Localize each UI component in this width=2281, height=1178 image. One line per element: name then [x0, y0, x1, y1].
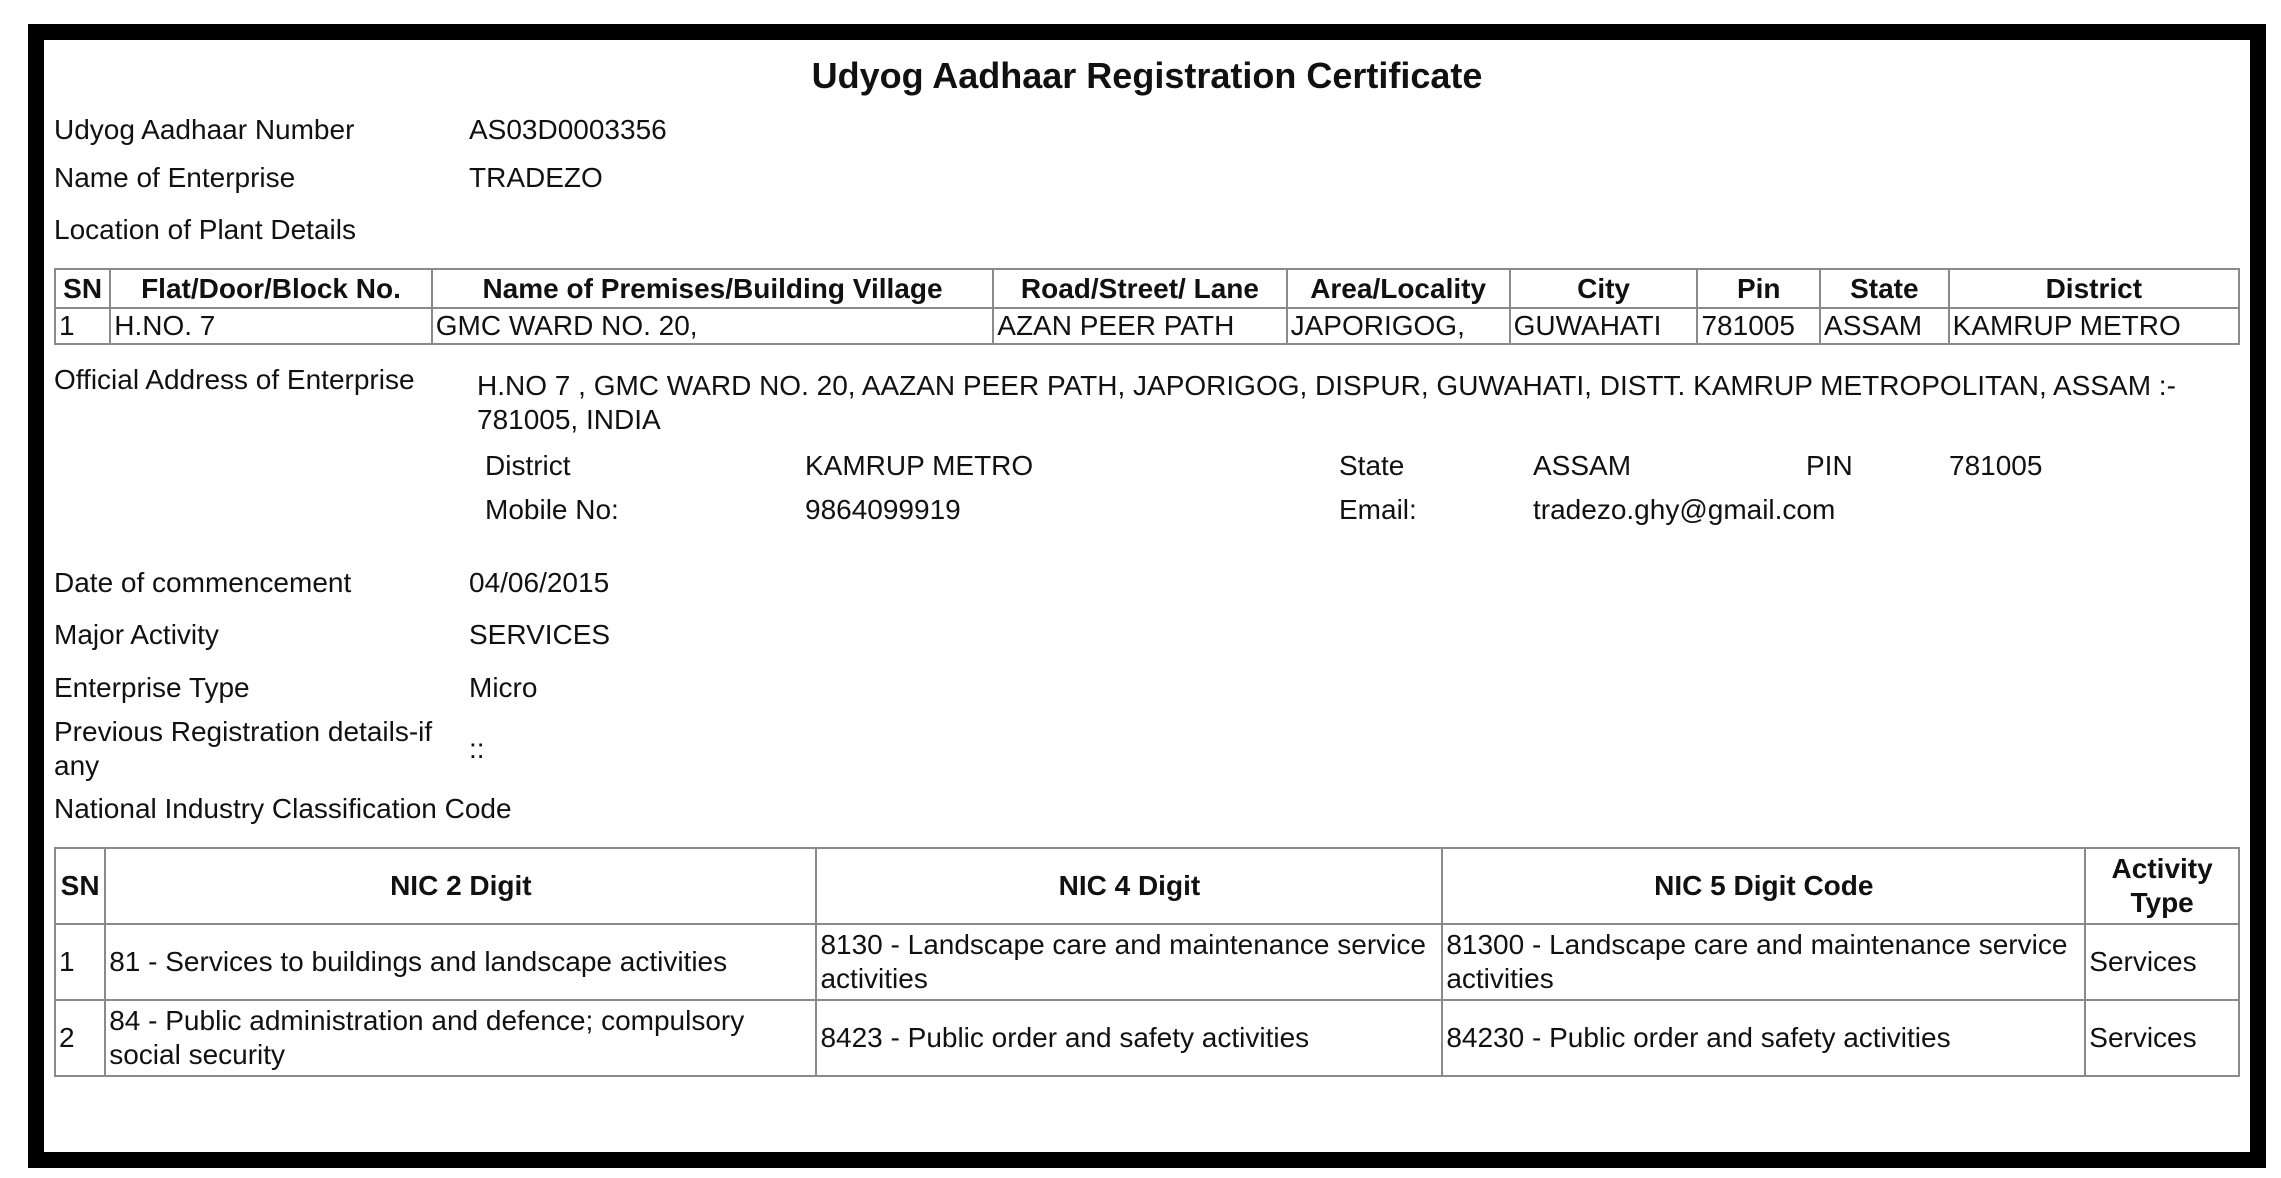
plant-header-district: District: [1949, 269, 2239, 308]
nic-cell-2digit: 84 - Public administration and defence; compulsory social security: [105, 1000, 816, 1076]
enterprise-name-row: [54, 152, 2240, 204]
plant-cell-pin: 781005: [1697, 308, 1820, 344]
plant-cell-sn: 1: [55, 308, 110, 344]
plant-header-state: State: [1820, 269, 1949, 308]
mobile-value: 9864099919: [805, 494, 961, 525]
nic-header-5digit: NIC 5 Digit Code: [1442, 848, 2085, 924]
plant-header-road: Road/Street/ Lane: [993, 269, 1286, 308]
certificate-frame: [28, 24, 2266, 1168]
enterprise-type-row: [54, 661, 2240, 715]
state-label: State: [1339, 450, 1405, 481]
plant-cell-premises: GMC WARD NO. 20,: [432, 308, 994, 344]
enterprise-type-value: Micro: [469, 672, 538, 703]
enterprise-name-label: Name of Enterprise: [54, 162, 296, 193]
plant-header-pin: Pin: [1697, 269, 1820, 308]
nic-table: [54, 847, 2240, 1077]
official-address-text: H.NO 7 , GMC WARD NO. 20, AAZAN PEER PATH, JAPORIGOG, DISPUR, GUWAHATI, DISTT. KAMRUP METROPOLITAN, ASSAM :- 781005, INDIA: [477, 370, 2176, 435]
plant-cell-road: AZAN PEER PATH: [993, 308, 1286, 344]
plant-header-premises: Name of Premises/Building Village: [432, 269, 994, 308]
plant-table-header-row: [55, 269, 2239, 308]
plant-cell-district: KAMRUP METRO: [1949, 308, 2239, 344]
nic-header-2digit: NIC 2 Digit: [105, 848, 816, 924]
nic-cell-2digit: 81 - Services to buildings and landscape activities: [105, 924, 816, 1000]
official-address-details: [477, 449, 2240, 527]
nic-header-4digit: NIC 4 Digit: [816, 848, 1442, 924]
mobile-label: Mobile No:: [485, 494, 619, 525]
pin-label: PIN: [1806, 450, 1853, 481]
nic-header-activity-type: Activity Type: [2085, 848, 2239, 924]
plant-cell-city: GUWAHATI: [1510, 308, 1698, 344]
district-value: KAMRUP METRO: [805, 450, 1034, 481]
nic-cell-5digit: 84230 - Public order and safety activities: [1442, 1000, 2085, 1076]
previous-registration-row: [54, 715, 2240, 783]
plant-location-heading-row: [54, 204, 2240, 256]
udyog-aadhaar-number-label: Udyog Aadhaar Number: [54, 114, 355, 145]
email-value: tradezo.ghy@gmail.com: [1533, 494, 1836, 525]
table-row: [55, 1000, 2239, 1076]
pin-value: 781005: [1949, 450, 2043, 481]
plant-location-table: [54, 268, 2240, 345]
nic-cell-sn: 1: [55, 924, 105, 1000]
table-row: [55, 308, 2239, 344]
enterprise-type-label: Enterprise Type: [54, 672, 250, 703]
official-address-section: [54, 363, 2240, 527]
certificate-body: [44, 40, 2250, 1152]
major-activity-value: SERVICES: [469, 619, 611, 650]
district-label: District: [485, 450, 571, 481]
plant-header-area: Area/Locality: [1287, 269, 1510, 308]
plant-header-city: City: [1510, 269, 1698, 308]
commencement-label: Date of commencement: [54, 567, 352, 598]
major-activity-row: [54, 609, 2240, 661]
plant-location-label: Location of Plant Details: [54, 214, 356, 245]
nic-cell-activity-type: Services: [2085, 924, 2239, 1000]
enterprise-name-value: TRADEZO: [469, 162, 603, 193]
nic-cell-4digit: 8130 - Landscape care and maintenance service activities: [816, 924, 1442, 1000]
nic-cell-activity-type: Services: [2085, 1000, 2239, 1076]
commencement-row: [54, 557, 2240, 609]
official-address-body: [477, 363, 2240, 527]
plant-cell-flat: H.NO. 7: [110, 308, 431, 344]
plant-header-sn: SN: [55, 269, 110, 308]
email-label: Email:: [1339, 494, 1417, 525]
official-address-label: Official Address of Enterprise: [54, 364, 415, 395]
state-value: ASSAM: [1533, 450, 1632, 481]
nic-table-header-row: [55, 848, 2239, 924]
nic-header-sn: SN: [55, 848, 105, 924]
nic-cell-5digit: 81300 - Landscape care and maintenance service activities: [1442, 924, 2085, 1000]
nic-heading-row: [54, 783, 2240, 835]
plant-cell-state: ASSAM: [1820, 308, 1949, 344]
plant-cell-area: JAPORIGOG,: [1287, 308, 1510, 344]
plant-header-flat: Flat/Door/Block No.: [110, 269, 431, 308]
certificate-title: Udyog Aadhaar Registration Certificate: [811, 55, 1483, 96]
nic-cell-sn: 2: [55, 1000, 105, 1076]
previous-registration-label: Previous Registration details-if any: [54, 716, 433, 781]
nic-label: National Industry Classification Code: [54, 793, 512, 824]
nic-cell-4digit: 8423 - Public order and safety activities: [816, 1000, 1442, 1076]
udyog-aadhaar-number-value: AS03D0003356: [469, 114, 667, 145]
commencement-value: 04/06/2015: [469, 567, 610, 598]
previous-registration-value: ::: [469, 733, 485, 764]
major-activity-label: Major Activity: [54, 619, 219, 650]
udyog-aadhaar-number-row: [54, 108, 2240, 152]
table-row: [55, 924, 2239, 1000]
